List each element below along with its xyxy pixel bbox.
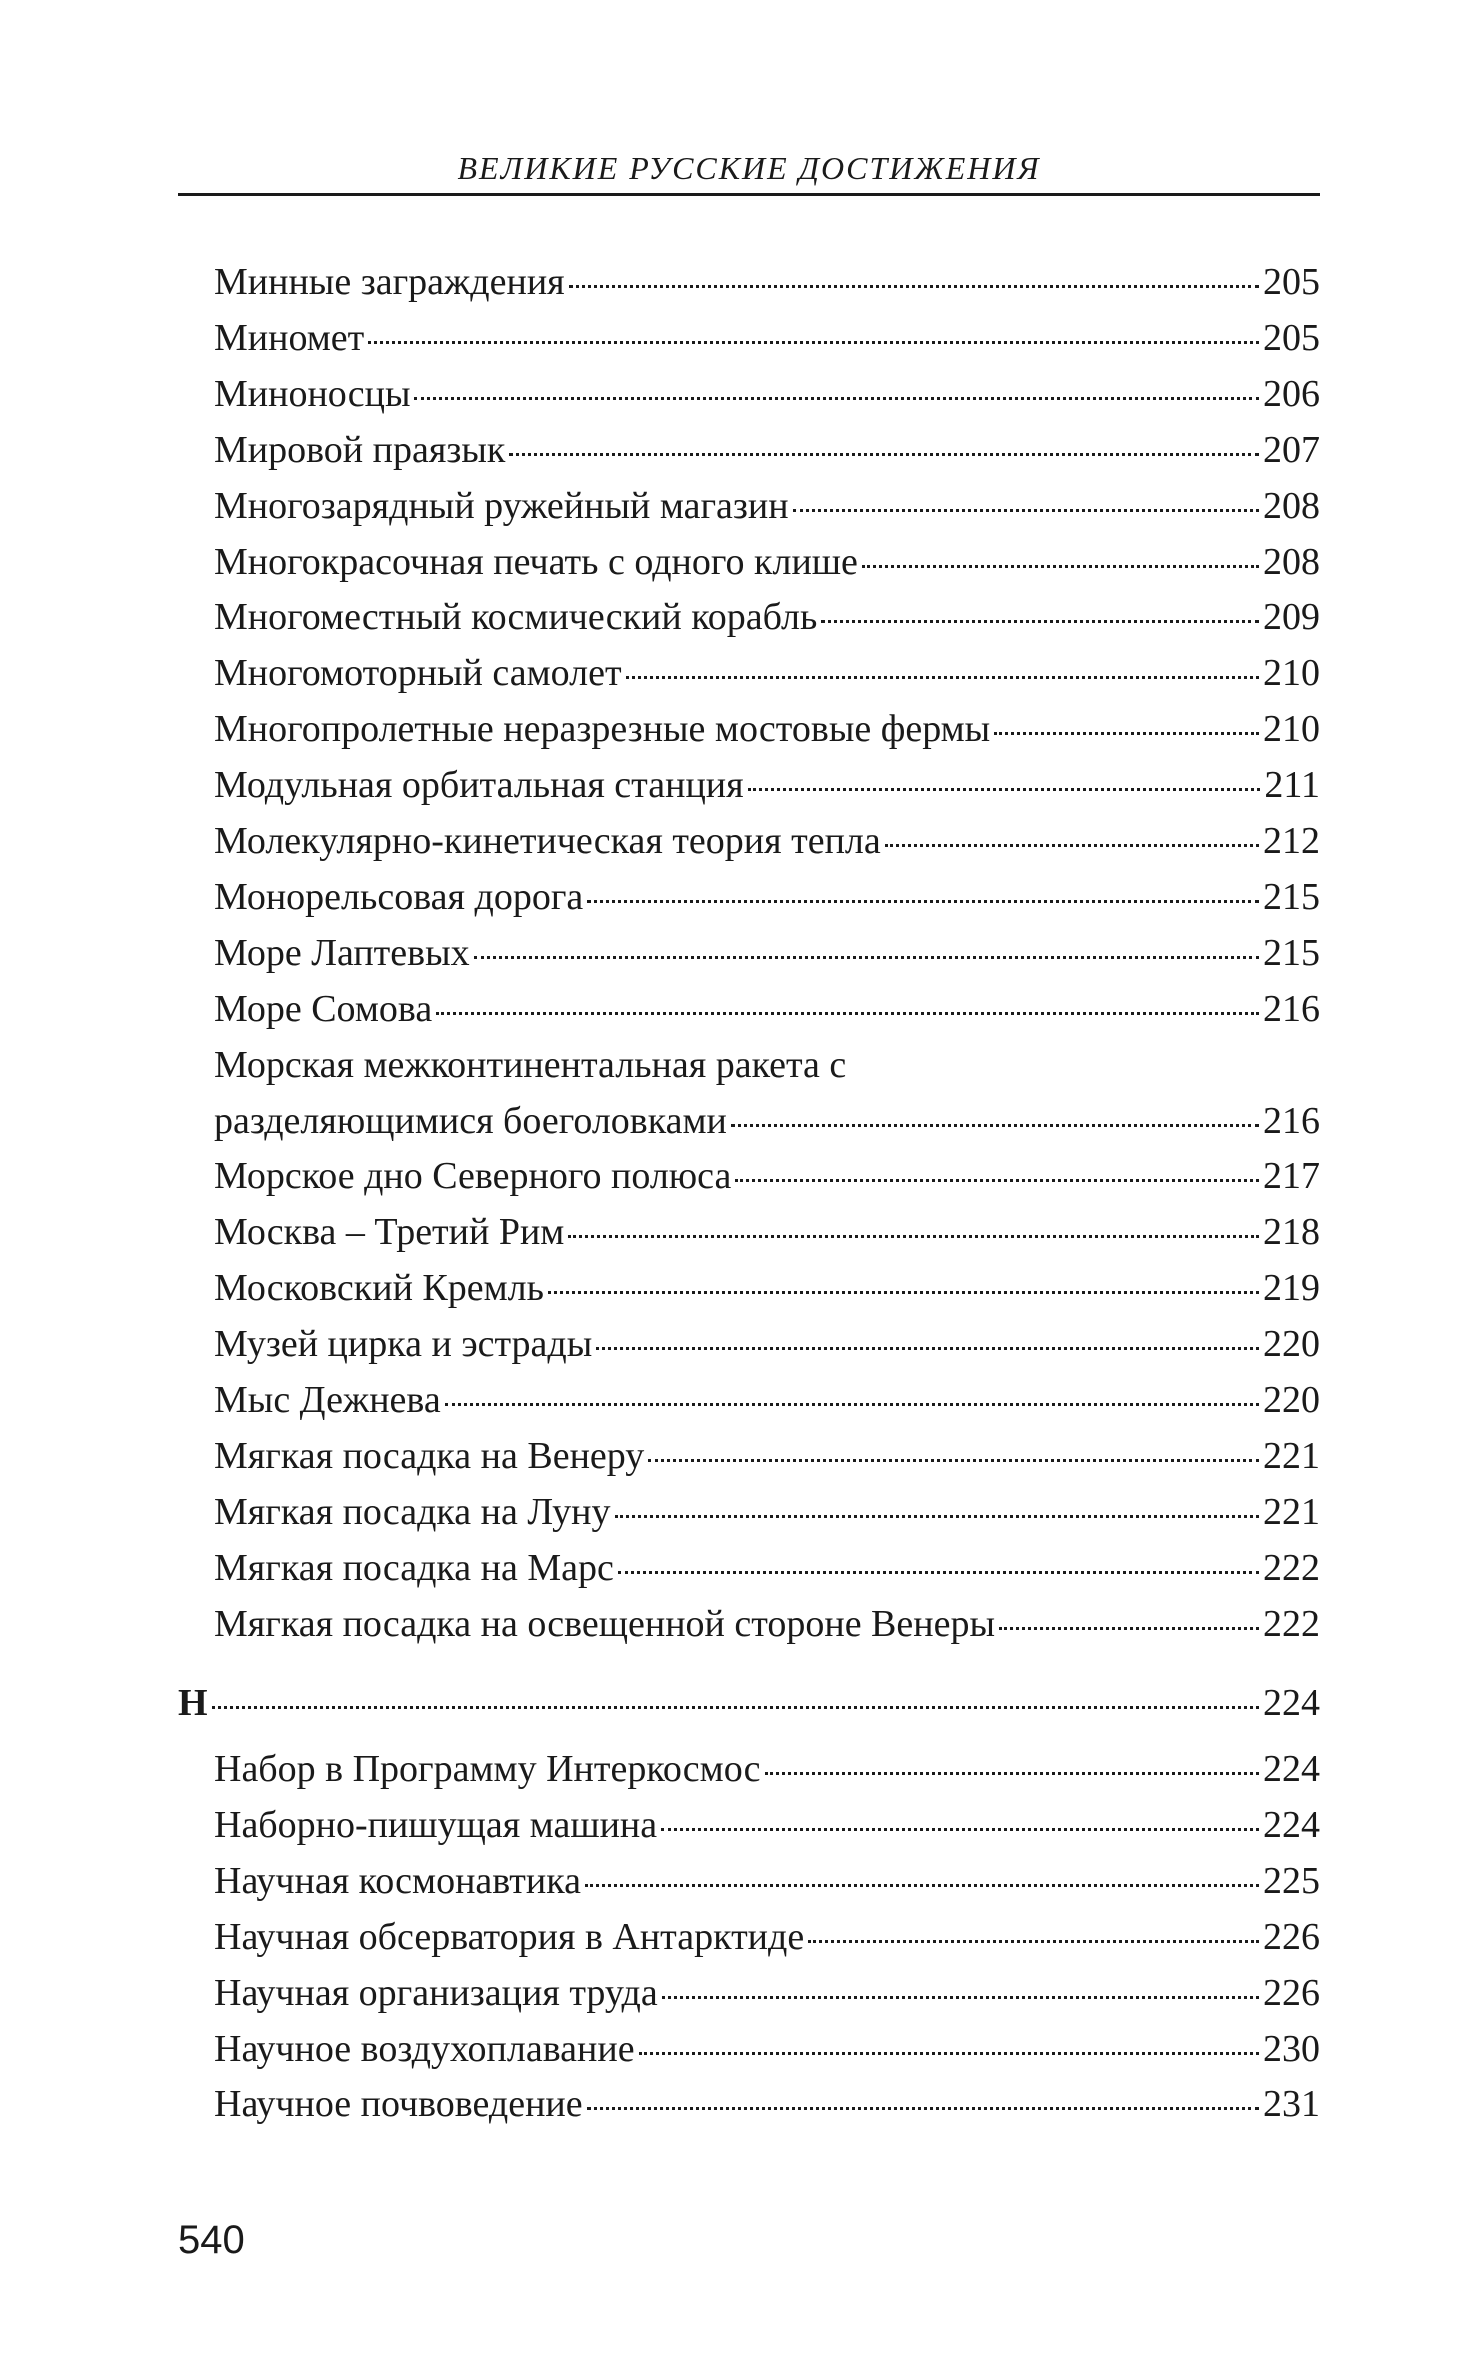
- toc-entry-title: Многокрасочная печать с одного клише: [214, 540, 858, 583]
- dot-leader: [748, 787, 1261, 791]
- toc-entry: [214, 869, 1320, 925]
- toc-entry-page: 212: [1263, 820, 1320, 862]
- toc-entry-page: 225: [1263, 1859, 1320, 1902]
- toc-entry-page: 222: [1263, 1546, 1320, 1589]
- toc-entry: [214, 1540, 1320, 1596]
- toc-entry-page: 220: [1263, 1323, 1320, 1366]
- toc-entry-title: Монорельсовая дорога: [214, 875, 584, 918]
- dot-leader: [648, 1458, 1259, 1462]
- dot-leader: [999, 1626, 1259, 1630]
- toc-entry-title: Миноносцы: [214, 372, 411, 415]
- dot-leader: [548, 1290, 1259, 1294]
- toc-entry: [214, 310, 1320, 366]
- toc-entry-title: Миномет: [214, 316, 365, 359]
- toc-entry: [214, 1965, 1320, 2021]
- toc-entry-page: 218: [1263, 1211, 1320, 1254]
- toc-entry-title: Море Лаптевых: [214, 931, 470, 974]
- toc-entry-title: Море Сомова: [214, 987, 433, 1030]
- toc-entry: [214, 2021, 1320, 2077]
- toc-entry-title: Молекулярно-кинетическая теория тепла: [214, 820, 881, 862]
- toc-entry-page: 220: [1263, 1379, 1320, 1421]
- toc-entry: [214, 925, 1320, 981]
- toc-entry: [214, 1037, 1320, 1093]
- toc-entry-page: 211: [1264, 764, 1320, 807]
- dot-leader: [661, 1827, 1259, 1831]
- dot-leader: [585, 1883, 1259, 1887]
- toc-entry-page: 224: [1263, 1748, 1320, 1790]
- toc-entry-title: Музей цирка и эстрады: [214, 1323, 593, 1366]
- toc-entry-page: 221: [1263, 1490, 1320, 1533]
- toc-entry-page: 216: [1263, 987, 1320, 1030]
- toc-entry: [214, 981, 1320, 1037]
- toc-entry: [214, 1909, 1320, 1965]
- toc-entry-page: 205: [1263, 261, 1320, 303]
- dot-leader: [662, 1995, 1259, 1999]
- toc-entry: [214, 645, 1320, 701]
- toc-entry-title: Научное почвоведение: [214, 2083, 583, 2126]
- toc-entry: [214, 1853, 1320, 1909]
- dot-leader: [821, 619, 1259, 623]
- dot-leader: [731, 1123, 1259, 1127]
- toc-entry-title: Наборно-пишущая машина: [214, 1803, 658, 1846]
- toc-entry: [214, 534, 1320, 590]
- toc-entry: [214, 589, 1320, 645]
- dot-leader: [569, 284, 1259, 288]
- toc-entry-title: Многозарядный ружейный магазин: [214, 484, 789, 527]
- toc-entry-page: 210: [1263, 708, 1320, 751]
- toc-entry-title: Морское дно Северного полюса: [214, 1155, 732, 1198]
- dot-leader: [793, 508, 1259, 512]
- toc-entry-page: 222: [1263, 1602, 1320, 1645]
- dot-leader: [618, 1570, 1259, 1574]
- section-letter: Н: [178, 1682, 208, 1724]
- toc-entry-title: Набор в Программу Интеркосмос: [214, 1748, 761, 1790]
- toc-entry-page: 210: [1263, 652, 1320, 695]
- dot-leader: [587, 899, 1259, 903]
- toc-entry-title: Мягкая посадка на Венеру: [214, 1434, 645, 1477]
- page-number: 540: [178, 2218, 245, 2262]
- dot-leader: [596, 1346, 1259, 1350]
- toc-entry-page: 224: [1263, 1682, 1320, 1724]
- toc-entry-title: Научная обсерватория в Антарктиде: [214, 1915, 805, 1958]
- toc-entry-page: 226: [1263, 1971, 1320, 2014]
- toc-entry-title: Мыс Дежнева: [214, 1379, 441, 1421]
- running-header: ВЕЛИКИЕ РУССКИЕ ДОСТИЖЕНИЯ: [457, 150, 1041, 186]
- toc-entry-title: разделяющимися боеголовками: [214, 1099, 727, 1142]
- toc-entry-page: 207: [1263, 428, 1320, 471]
- toc-entry-title: Научная космонавтика: [214, 1859, 581, 1902]
- dot-leader: [445, 1402, 1259, 1406]
- toc-entry-page: 205: [1263, 316, 1320, 359]
- toc-entry: [214, 1372, 1320, 1428]
- toc-entry: [214, 1741, 1320, 1797]
- toc-entry: [214, 1204, 1320, 1260]
- toc-entry-page: 230: [1263, 2027, 1320, 2070]
- toc-entry: [214, 422, 1320, 478]
- toc-entry: [214, 1316, 1320, 1372]
- toc-entry-page: 215: [1263, 931, 1320, 974]
- toc-entry-title: Морская межконтинентальная ракета с: [214, 1043, 847, 1086]
- toc-entry-title: Научная организация труда: [214, 1971, 658, 2014]
- toc-entry: [214, 701, 1320, 757]
- toc-entry-page: 226: [1263, 1915, 1320, 1958]
- toc-entry-page: 208: [1263, 484, 1320, 527]
- toc-entry: [214, 366, 1320, 422]
- toc-entry-page: 219: [1263, 1267, 1320, 1310]
- toc-entry-title: Модульная орбитальная станция: [214, 764, 744, 807]
- dot-leader: [735, 1178, 1259, 1182]
- toc-entry: [214, 1428, 1320, 1484]
- toc-entry: [214, 757, 1320, 813]
- dot-leader: [414, 396, 1259, 400]
- toc-entry-page: 231: [1263, 2083, 1320, 2126]
- section-heading: [178, 1675, 1320, 1731]
- toc-entry: [214, 478, 1320, 534]
- dot-leader: [587, 2106, 1259, 2110]
- toc-entry-page: 209: [1263, 596, 1320, 639]
- dot-leader: [212, 1705, 1259, 1709]
- toc-entry-title: Москва – Третий Рим: [214, 1211, 565, 1254]
- toc-entry-title: Мягкая посадка на Луну: [214, 1490, 611, 1533]
- dot-leader: [474, 955, 1259, 959]
- dot-leader: [509, 452, 1259, 456]
- dot-leader: [885, 843, 1259, 847]
- toc-entry: [214, 254, 1320, 310]
- toc-entry: [214, 1148, 1320, 1204]
- dot-leader: [436, 1011, 1259, 1015]
- toc-entry-title: Многоместный космический корабль: [214, 596, 818, 639]
- dot-leader: [765, 1771, 1259, 1775]
- dot-leader: [626, 675, 1259, 679]
- toc-entry-page: 208: [1263, 540, 1320, 583]
- dot-leader: [368, 340, 1259, 344]
- toc-entry: [214, 1093, 1320, 1149]
- header-rule: [178, 193, 1320, 196]
- toc-entry: [214, 1596, 1320, 1652]
- toc-entry-page: 224: [1263, 1803, 1320, 1846]
- toc-entry-page: 206: [1263, 372, 1320, 415]
- toc-entry-page: 215: [1263, 875, 1320, 918]
- toc-entry: [214, 2076, 1320, 2132]
- toc-entry-title: Московский Кремль: [214, 1267, 544, 1310]
- toc-entry-title: Мягкая посадка на Марс: [214, 1546, 614, 1589]
- toc-entry-title: Научное воздухоплавание: [214, 2027, 635, 2070]
- dot-leader: [862, 564, 1259, 568]
- dot-leader: [615, 1514, 1259, 1518]
- dot-leader: [808, 1939, 1259, 1943]
- toc-entry: [214, 813, 1320, 869]
- toc-entry-title: Многопролетные неразрезные мостовые фермы: [214, 708, 991, 751]
- toc-entry-page: 217: [1263, 1155, 1320, 1198]
- dot-leader: [994, 731, 1259, 735]
- toc-entry: [214, 1260, 1320, 1316]
- toc-entry: [214, 1797, 1320, 1853]
- toc-entry-title: Мягкая посадка на освещенной стороне Венеры: [214, 1602, 996, 1645]
- toc-entry-title: Многомоторный самолет: [214, 652, 622, 695]
- dot-leader: [568, 1234, 1259, 1238]
- toc-entry-title: Мировой праязык: [214, 428, 506, 471]
- dot-leader: [639, 2051, 1259, 2055]
- toc-entry: [214, 1484, 1320, 1540]
- toc-entry-page: 216: [1263, 1099, 1320, 1142]
- toc-entry-title: Минные заграждения: [214, 261, 565, 303]
- toc-entry-page: 221: [1263, 1434, 1320, 1477]
